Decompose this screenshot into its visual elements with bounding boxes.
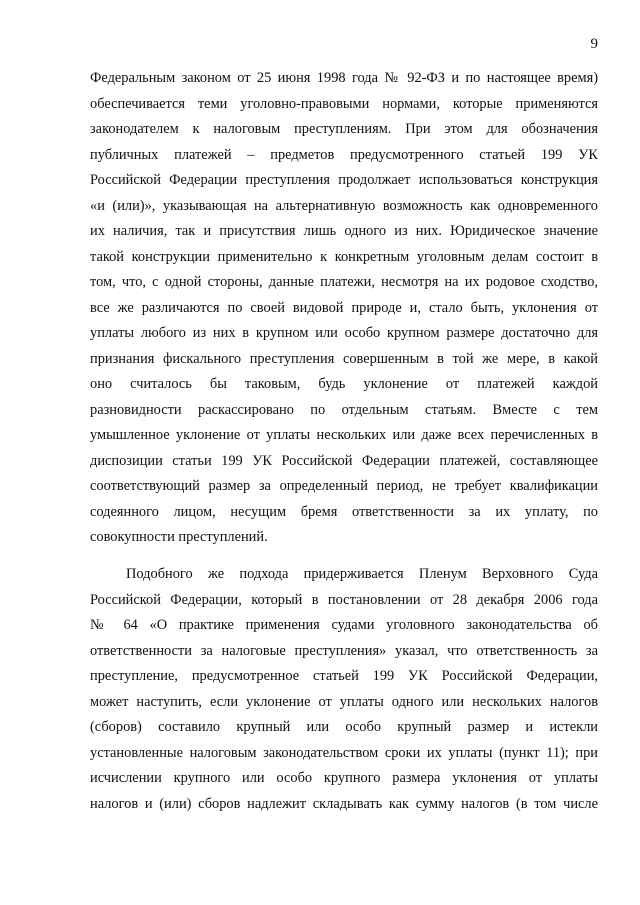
text-line: такой конструкции применительно к конкретным уголовным делам состоит в [90,248,598,265]
text-line: Российской Федерации преступления продолжает использоваться конструкция [90,172,598,188]
paragraph-2 [90,562,598,817]
text-line: оно считалось бы таковым, будь уклонение от платежей каждой [90,376,598,392]
text-line: (сборов) составило крупный или особо крупный размер и истекли [90,719,598,735]
paragraph-1 [90,66,598,551]
text-line: обеспечивается теми уголовно-правовыми нормами, которые применяются [90,95,598,112]
text-line: исчислении крупного или особо крупного размера уклонения от уплаты [90,770,598,786]
text-line: Российской Федерации, который в постановлении от 28 декабря 2006 года [90,591,598,608]
text-line: их наличия, так и присутствия лишь одного из них. Юридическое значение [90,223,598,239]
text-line: законодателем к налоговым преступлениям. При этом для обозначения [90,121,598,137]
text-line: все же различаются по своей видовой природе и, стало быть, уклонения от [90,299,598,316]
text-line: налогов и (или) сборов надлежит складывать как сумму налогов (в том числе [90,795,598,812]
text-line: том, что, с одной стороны, данные платежи, несмотря на их родовое сходство, [90,274,598,290]
text-line: признания фискального преступления совершенным в той же мере, в какой [90,350,598,367]
text-line: ответственности за налоговые преступления» указал, что ответственность за [90,642,598,659]
text-line: совокупности преступлений. [90,529,268,545]
text-line: уплаты любого из них в крупном или особо крупном размере достаточно для [90,325,598,341]
text-line: «и (или)», указывающая на альтернативную возможность как одновременного [90,197,598,214]
text-line: диспозиции статьи 199 УК Российской Федерации платежей, составляющее [90,452,598,469]
text-line: может наступить, если уклонение от уплаты одного или нескольких налогов [90,693,598,710]
page-number: 9 [590,36,598,52]
text-line: Федеральным законом от 25 июня 1998 года № 92-ФЗ и по настоящее время) [90,70,598,86]
text-line: соответствующий размер за определенный период, не требует квалификации [90,478,598,494]
text-line: установленные налоговым законодательством сроки их уплаты (пункт 11); при [90,744,598,761]
text-line: умышленное уклонение от уплаты нескольких или даже всех перечисленных в [90,427,598,443]
text-line: № 64 «О практике применения судами уголовного законодательства об [90,617,598,633]
text-line: содеянного лицом, несущим бремя ответственности за их уплату, по [90,503,598,520]
text-line: публичных платежей – предметов предусмотренного статьей 199 УК [90,146,598,163]
text-line: разновидности раскассировано по отдельным статьям. Вместе с тем [90,401,598,418]
text-line: преступление, предусмотренное статьей 199 УК Российской Федерации, [90,668,598,684]
text-line: Подобного же подхода придерживается Пленум Верховного Суда [126,566,598,582]
